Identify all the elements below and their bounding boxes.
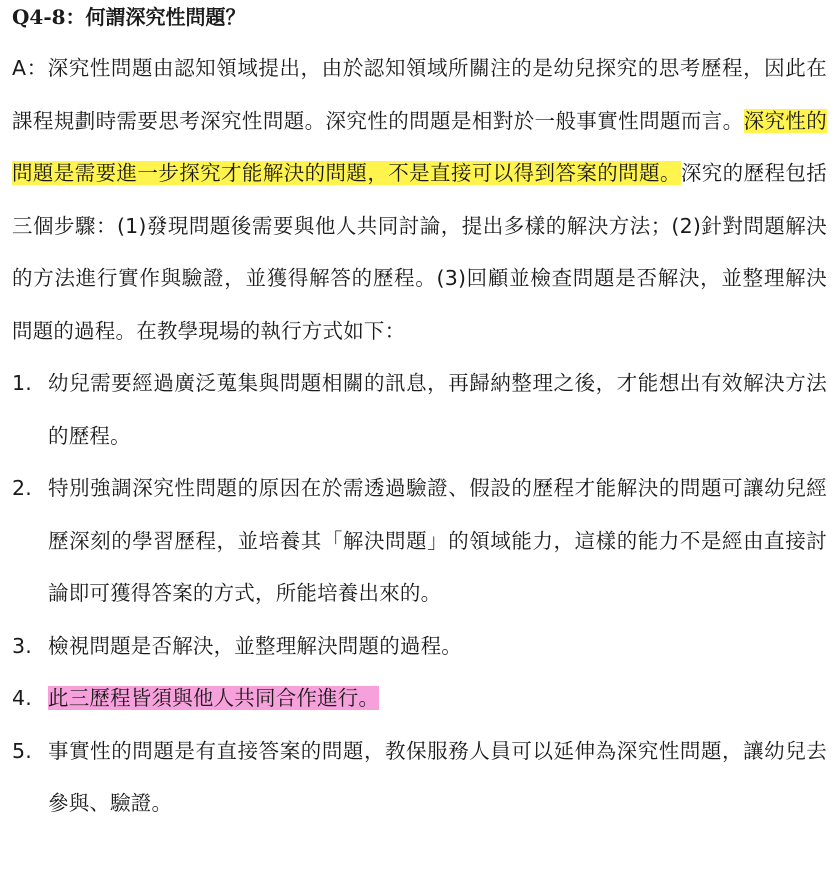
list-item-text: 幼兒需要經過廣泛蒐集與問題相關的訊息，再歸納整理之後，才能想出有效解決方法的歷程。 — [48, 371, 827, 448]
list-item-number: 4. — [12, 686, 32, 710]
list-item — [12, 357, 827, 462]
list-item — [12, 462, 827, 620]
list-item-number: 2. — [12, 476, 32, 500]
document — [12, 0, 827, 830]
list-item — [12, 725, 827, 830]
list-item-number: 5. — [12, 738, 32, 763]
list-item-text: 檢視問題是否解決，並整理解決問題的過程。 — [48, 633, 462, 658]
list-item — [12, 672, 827, 725]
answer-highlighted-text: 深究性的問題是需要進一步探究才能解決的問題，不是直接可以得到答案的問題。 — [12, 108, 828, 185]
list-item-number: 3. — [12, 633, 32, 658]
list-item — [12, 620, 827, 673]
list-item-highlighted-text: 此三歷程皆須與他人共同合作進行。 — [48, 686, 380, 710]
answer-text-part2: 深究的歷程包括三個步驟：(1)發現問題後需要與他人共同討論，提出多樣的解決方法；(2)針對問題解決的方法進行實作與驗證，並獲得解答的歷程。(3)回顧並檢查問題是否解決，並整理解決問題的過程。在教學現場的執行方式如下： — [12, 161, 827, 343]
question-title: Q4-8：何謂深究性問題？ — [12, 5, 246, 29]
answer-paragraph — [12, 42, 827, 357]
method-list — [12, 357, 827, 830]
list-item-number: 1. — [12, 371, 32, 395]
answer-text-part1: A：深究性問題由認知領域提出，由於認知領域所關注的是幼兒探究的思考歷程，因此在課程規劃時需要思考深究性問題。深究性的問題是相對於一般事實性問題而言。 — [12, 56, 827, 133]
list-item-text: 事實性的問題是有直接答案的問題，教保服務人員可以延伸為深究性問題，讓幼兒去參與、驗證。 — [48, 738, 827, 815]
list-item-text: 特別強調深究性問題的原因在於需透過驗證、假設的歷程才能解決的問題可讓幼兒經歷深刻的學習歷程，並培養其「解決問題」的領域能力，這樣的能力不是經由直接討論即可獲得答案的方式，所能培養出來的。 — [48, 476, 827, 605]
